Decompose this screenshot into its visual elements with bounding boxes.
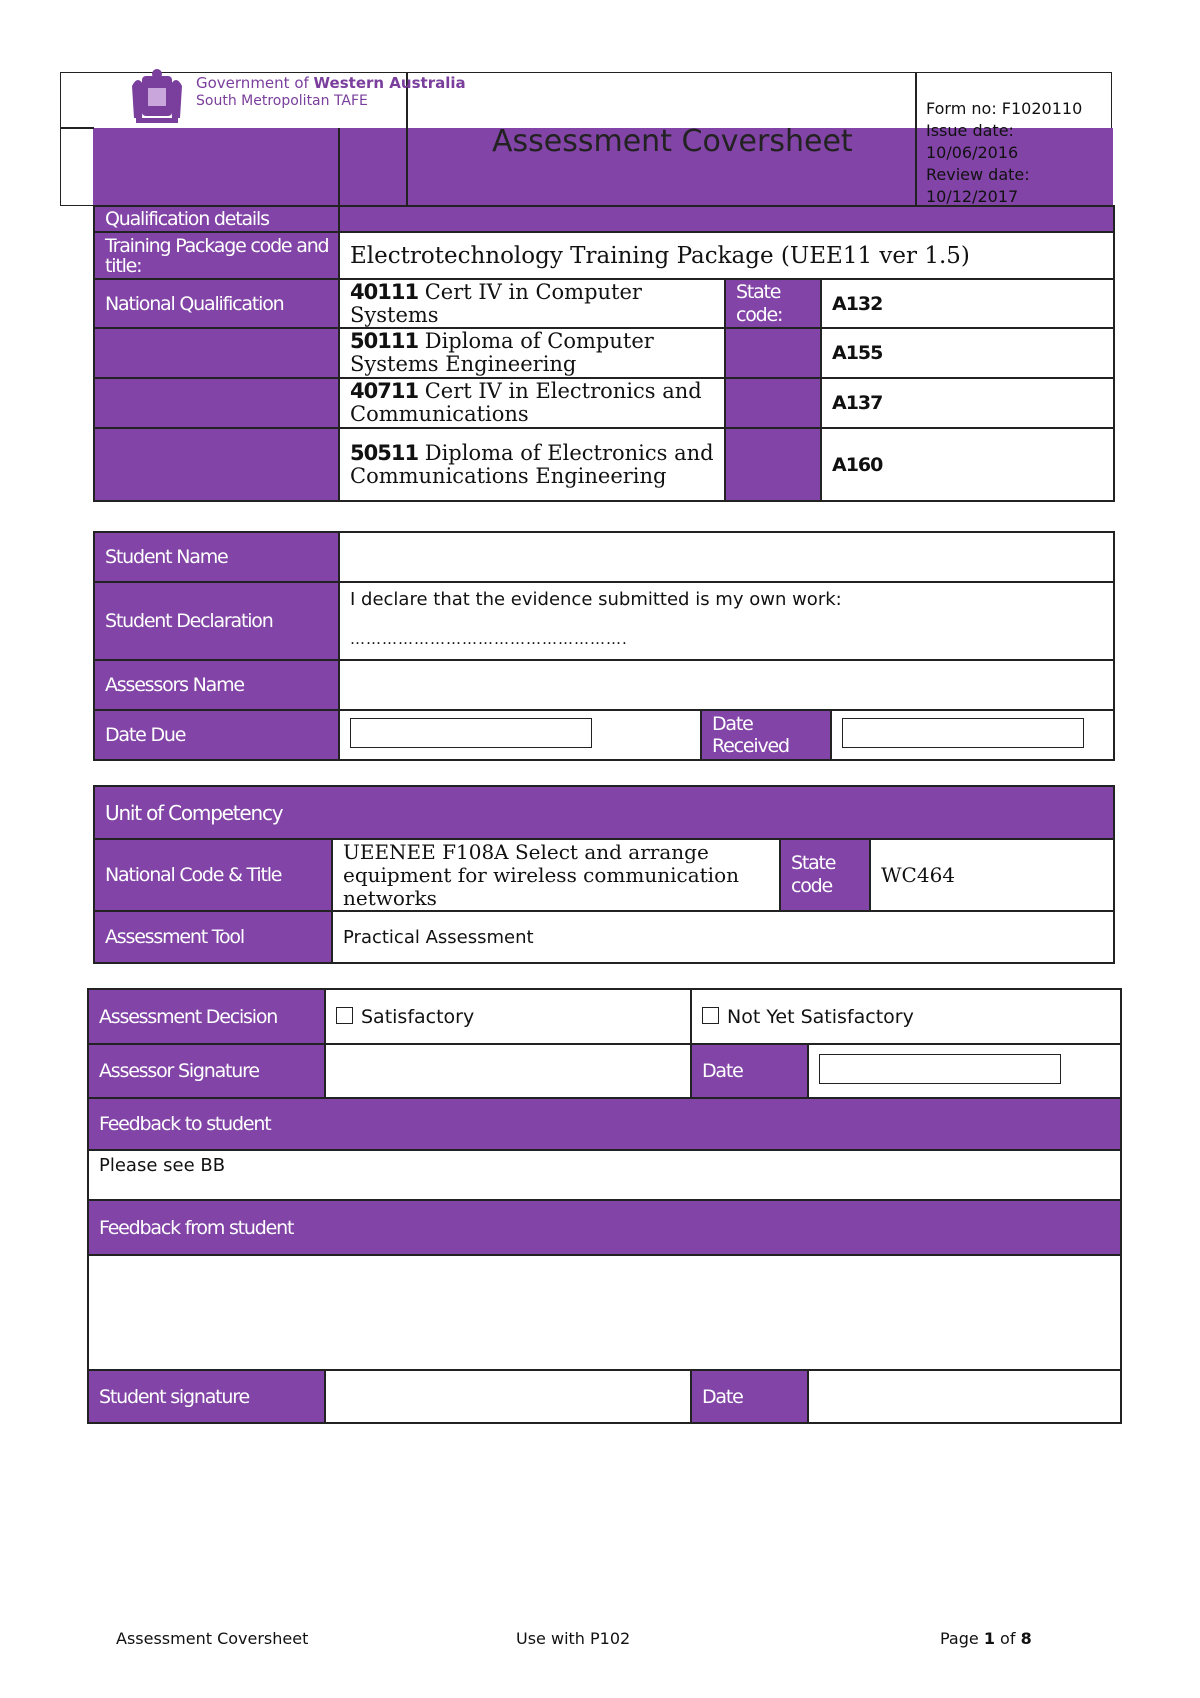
feedback-to-student-label: Feedback to student [88,1098,1121,1150]
declaration-text: I declare that the evidence submitted is my own work: [350,589,842,610]
org-name-line2: South Metropolitan TAFE [196,93,368,109]
qualification-table [93,205,1115,502]
date-label: Date [691,1370,808,1423]
assessor-signature-field[interactable] [325,1044,691,1098]
date-received-label: Date Received [701,710,831,760]
qualification-row: 50111 Diploma of Computer Systems Engineering [339,328,725,378]
qualification-section-label: Qualification details [94,206,339,232]
code-title-label: National Code & Title [94,839,332,911]
not-yet-satisfactory-checkbox[interactable] [702,1007,719,1024]
assessor-name-label: Assessors Name [94,660,339,710]
footer-center: Use with P102 [516,1629,631,1648]
review-date-label: Review date: [926,165,1030,184]
unit-section-label: Unit of Competency [94,786,1114,839]
footer-left: Assessment Coversheet [116,1629,309,1648]
assessor-date-input[interactable] [819,1054,1061,1084]
page-number: Page 1 of 8 [940,1629,1032,1648]
student-date-field[interactable] [808,1370,1121,1423]
form-meta [926,98,1082,208]
satisfactory-checkbox[interactable] [336,1007,353,1024]
package-value: Electrotechnology Training Package (UEE11 ver 1.5) [339,232,1114,279]
qualification-row: 40711 Cert IV in Electronics and Communications [339,378,725,428]
state-code-value: A160 [821,428,1114,501]
student-signature-field[interactable] [325,1370,691,1423]
date-due-input[interactable] [350,718,592,748]
issue-date-label: Issue date: [926,121,1014,140]
student-signature-label: Student signature [88,1370,325,1423]
unit-state-code-label: State code [780,839,870,911]
state-code-value: A132 [821,279,1114,328]
declaration-signature-line: ……………………………………………. [350,630,628,648]
package-label: Training Package code and title: [94,232,339,279]
national-qualification-label: National Qualification [94,279,339,328]
assessor-name-field[interactable] [339,660,1114,710]
state-code-value: A155 [821,328,1114,378]
unit-state-code-value: WC464 [870,839,1114,911]
feedback-from-student-label: Feedback from student [88,1200,1121,1255]
student-declaration-label: Student Declaration [94,582,339,660]
student-declaration-field[interactable] [339,582,1114,660]
student-name-field[interactable] [339,532,1114,582]
student-table [93,531,1115,761]
form-number: Form no: F1020110 [926,99,1083,118]
issue-date: 10/06/2016 [926,143,1019,162]
feedback-to-student-value[interactable]: Please see BB [88,1150,1121,1200]
not-yet-satisfactory-option[interactable]: Not Yet Satisfactory [691,989,1121,1044]
qualification-row: 50511 Diploma of Electronics and Communications Engineering [339,428,725,501]
state-code-label: State code: [725,279,821,328]
feedback-from-student-field[interactable] [88,1255,1121,1370]
decision-table [87,988,1122,1424]
date-received-input[interactable] [842,718,1084,748]
assessor-signature-label: Assessor Signature [88,1044,325,1098]
assessment-tool-value: Practical Assessment [332,911,1114,963]
unit-table [93,785,1115,964]
code-title-value: UEENEE F108A Select and arrange equipment for wireless communication networks [332,839,780,911]
student-name-label: Student Name [94,532,339,582]
date-label: Date [691,1044,808,1098]
state-code-value: A137 [821,378,1114,428]
assessment-tool-label: Assessment Tool [94,911,332,963]
review-date: 10/12/2017 [926,187,1019,206]
page-title: Assessment Coversheet [492,124,853,159]
satisfactory-option[interactable]: Satisfactory [325,989,691,1044]
assessment-decision-label: Assessment Decision [88,989,325,1044]
crest-logo-icon [128,68,186,126]
qualification-row: 40111 Cert IV in Computer Systems [339,279,725,328]
date-due-label: Date Due [94,710,339,760]
org-name-line1: Government of Western Australia [196,74,466,92]
